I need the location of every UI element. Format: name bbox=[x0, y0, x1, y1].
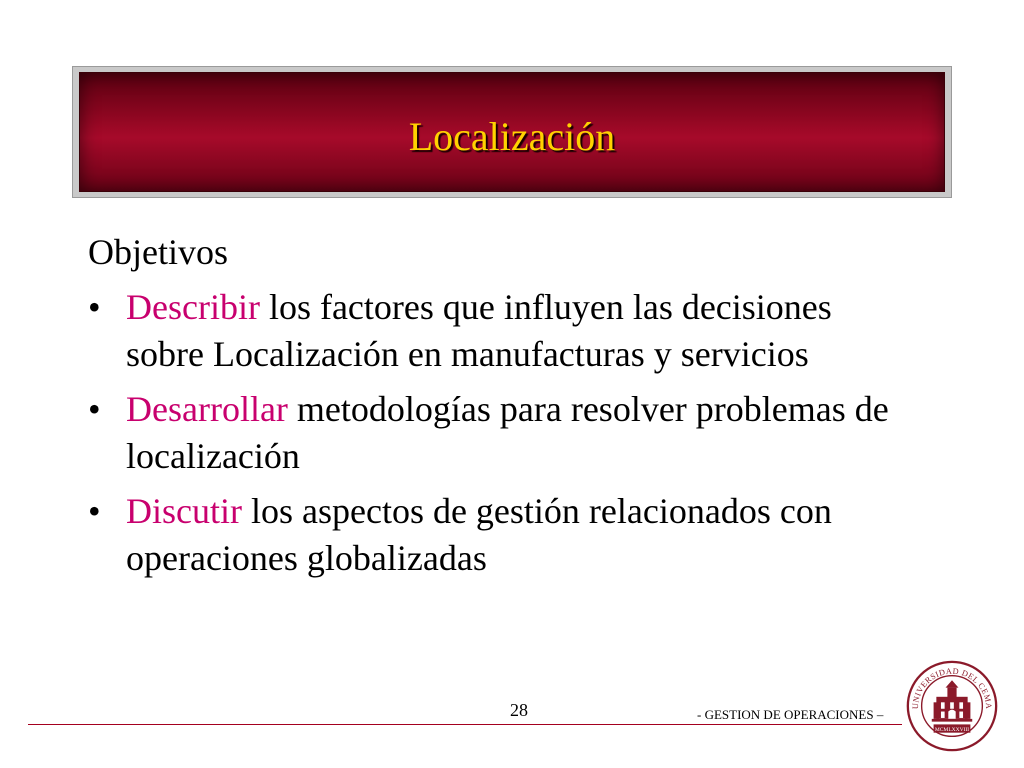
bullet-item bbox=[88, 488, 908, 582]
bullet-item bbox=[88, 386, 908, 480]
footer-course-label: - GESTION DE OPERACIONES – bbox=[697, 707, 884, 722]
objectives-heading: Objetivos bbox=[88, 232, 228, 272]
bullet-icon: • bbox=[88, 389, 101, 429]
bullet-verb: Describir bbox=[126, 287, 260, 327]
seal-text: UNIVERSIDAD DEL CEMA bbox=[910, 666, 994, 710]
bullet-icon: • bbox=[88, 491, 101, 531]
title-box bbox=[79, 72, 945, 192]
seal-year: MCMLXXVIII bbox=[934, 726, 970, 733]
bullet-verb: Discutir bbox=[126, 491, 242, 531]
university-seal-icon bbox=[906, 660, 998, 752]
title-frame bbox=[72, 66, 952, 198]
slide-title: Localización bbox=[408, 114, 616, 159]
bullet-verb: Desarrollar bbox=[126, 389, 288, 429]
bullet-text: los factores que influyen las decisiones sobre Localización en manufacturas y servicios bbox=[126, 287, 832, 374]
bullet-icon: • bbox=[88, 287, 101, 327]
bullet-text: metodologías para resolver problemas de localización bbox=[126, 389, 889, 476]
page-number: 28 bbox=[510, 700, 528, 720]
bullet-item bbox=[88, 284, 908, 378]
bullet-text: los aspectos de gestión relacionados con operaciones globalizadas bbox=[126, 491, 832, 578]
footer-divider bbox=[28, 724, 902, 725]
slide-content bbox=[88, 228, 908, 590]
